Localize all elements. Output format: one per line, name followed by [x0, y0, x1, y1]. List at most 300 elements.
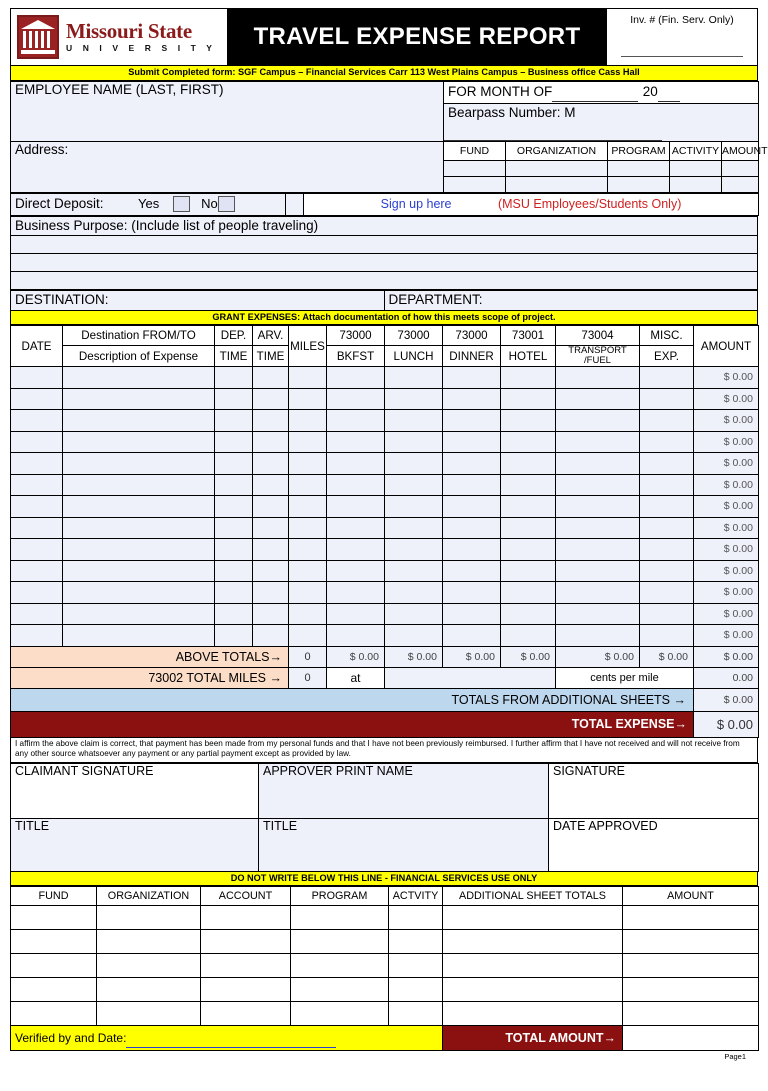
expense-cell[interactable] — [443, 431, 501, 453]
report-header — [10, 8, 758, 66]
expense-cell[interactable] — [289, 560, 327, 582]
invoice-number-input[interactable] — [621, 56, 743, 57]
fs-cell[interactable] — [11, 930, 97, 954]
expense-col-lunch: LUNCH — [385, 346, 443, 367]
expense-cell[interactable] — [11, 517, 63, 539]
expense-cell[interactable] — [501, 582, 556, 604]
expense-cell[interactable] — [215, 388, 253, 410]
verified-total-row — [11, 1026, 759, 1051]
above-totals-lunch: $ 0.00 — [385, 646, 443, 667]
expense-cell[interactable] — [556, 496, 640, 518]
expense-cell[interactable] — [385, 367, 443, 389]
expense-cell[interactable] — [640, 625, 694, 647]
verified-by-label: Verified by and Date: — [15, 1030, 127, 1045]
table-row[interactable] — [11, 539, 759, 561]
expense-cell[interactable] — [443, 603, 501, 625]
expense-cell[interactable] — [215, 453, 253, 475]
fs-cell[interactable] — [11, 906, 97, 930]
above-totals-dinner: $ 0.00 — [443, 646, 501, 667]
fs-cell[interactable] — [201, 954, 291, 978]
expense-cell[interactable] — [556, 539, 640, 561]
expense-col-arv-time: TIME — [253, 346, 289, 367]
expense-row-amount: $ 0.00 — [694, 388, 759, 410]
expense-cell[interactable] — [385, 603, 443, 625]
expense-cell[interactable] — [385, 582, 443, 604]
table-row[interactable] — [11, 453, 759, 475]
page-title: TRAVEL EXPENSE REPORT — [227, 9, 607, 65]
fs-cell[interactable] — [201, 930, 291, 954]
total-miles-value: 0 — [289, 667, 327, 688]
expense-col-transport-l1: TRANSPORT — [568, 345, 627, 356]
expense-cell[interactable] — [556, 388, 640, 410]
expense-col-date: DATE — [11, 326, 63, 367]
expense-cell[interactable] — [501, 603, 556, 625]
expense-col-description: Description of Expense — [63, 346, 215, 367]
expense-cell[interactable] — [253, 582, 289, 604]
expense-cell[interactable] — [443, 410, 501, 432]
funding-cell-activity[interactable] — [670, 160, 722, 176]
claimant-signature-cell[interactable] — [11, 763, 259, 818]
fs-cell[interactable] — [201, 906, 291, 930]
expense-cell[interactable] — [215, 582, 253, 604]
expense-cell[interactable] — [385, 560, 443, 582]
expense-row-amount: $ 0.00 — [694, 453, 759, 475]
logo-subtext: U N I V E R S I T Y — [66, 43, 217, 54]
expense-cell[interactable] — [11, 410, 63, 432]
expense-cell[interactable] — [556, 560, 640, 582]
fs-cell[interactable] — [11, 954, 97, 978]
table-row[interactable] — [11, 603, 759, 625]
business-purpose-line[interactable] — [11, 271, 758, 289]
expense-cell[interactable] — [640, 474, 694, 496]
expense-cell[interactable] — [253, 410, 289, 432]
funding-cell-amount[interactable] — [722, 176, 759, 192]
fs-cell[interactable] — [389, 954, 443, 978]
above-totals-miles: 0 — [289, 646, 327, 667]
table-row[interactable] — [11, 625, 759, 647]
expense-cell[interactable] — [253, 431, 289, 453]
expense-cell[interactable] — [63, 603, 215, 625]
funding-col-organization: ORGANIZATION — [506, 141, 608, 160]
expense-cell[interactable] — [289, 496, 327, 518]
table-row[interactable] — [11, 410, 759, 432]
destination-cell[interactable] — [11, 290, 385, 310]
address-label: Address: — [15, 141, 69, 157]
expense-cell[interactable] — [443, 496, 501, 518]
expense-cell[interactable] — [385, 625, 443, 647]
funding-cell-organization[interactable] — [506, 160, 608, 176]
expense-cell[interactable] — [253, 474, 289, 496]
expense-cell[interactable] — [640, 453, 694, 475]
expense-cell[interactable] — [11, 582, 63, 604]
above-totals-row — [11, 646, 759, 667]
department-cell[interactable] — [384, 290, 758, 310]
fs-cell[interactable] — [291, 954, 389, 978]
fs-cell[interactable] — [389, 1002, 443, 1026]
expense-cell[interactable] — [640, 388, 694, 410]
fs-cell[interactable] — [201, 978, 291, 1002]
bearpass-label: Bearpass Number: M — [448, 104, 576, 120]
cents-per-mile-label: cents per mile — [556, 667, 694, 688]
expense-cell[interactable] — [327, 582, 385, 604]
fs-cell[interactable] — [291, 906, 389, 930]
expense-cell[interactable] — [556, 474, 640, 496]
direct-deposit-spacer — [286, 193, 304, 215]
expense-cell[interactable] — [253, 453, 289, 475]
expense-cell[interactable] — [556, 410, 640, 432]
above-totals-amount: $ 0.00 — [694, 646, 759, 667]
expense-cell[interactable] — [327, 517, 385, 539]
expense-cell[interactable] — [253, 496, 289, 518]
expense-col-transport-l2: /FUEL — [584, 355, 611, 366]
verified-by-cell[interactable] — [11, 1026, 443, 1051]
table-row[interactable] — [11, 431, 759, 453]
university-logo — [11, 9, 227, 65]
expense-cell[interactable] — [640, 517, 694, 539]
expense-cell[interactable] — [289, 603, 327, 625]
expense-cell[interactable] — [63, 388, 215, 410]
expense-cell[interactable] — [215, 517, 253, 539]
expense-rows-body — [11, 367, 759, 647]
expense-cell[interactable] — [289, 453, 327, 475]
expense-cell[interactable] — [385, 453, 443, 475]
expense-cell[interactable] — [63, 367, 215, 389]
expense-row-amount: $ 0.00 — [694, 496, 759, 518]
expense-cell[interactable] — [63, 410, 215, 432]
expense-cell[interactable] — [63, 625, 215, 647]
expense-cell[interactable] — [640, 603, 694, 625]
expense-cell[interactable] — [640, 560, 694, 582]
funding-col-amount: AMOUNT — [722, 141, 759, 160]
expense-cell[interactable] — [556, 431, 640, 453]
expense-cell[interactable] — [443, 517, 501, 539]
expense-cell[interactable] — [556, 625, 640, 647]
address-cell[interactable] — [11, 141, 444, 192]
expense-cell[interactable] — [640, 582, 694, 604]
expense-cell[interactable] — [640, 410, 694, 432]
expense-cell[interactable] — [215, 367, 253, 389]
bearpass-number-cell[interactable] — [444, 103, 759, 141]
expense-cell[interactable] — [63, 474, 215, 496]
expense-cell[interactable] — [640, 539, 694, 561]
expense-cell[interactable] — [327, 431, 385, 453]
table-row[interactable] — [11, 930, 759, 954]
funding-cell-amount[interactable] — [722, 160, 759, 176]
direct-deposit-yes-checkbox[interactable] — [173, 196, 190, 212]
destination-label: DESTINATION: — [15, 292, 109, 307]
expense-col-miles: MILES — [289, 326, 327, 367]
expense-cell[interactable] — [501, 410, 556, 432]
employee-name-label: EMPLOYEE NAME (LAST, FIRST) — [15, 81, 224, 97]
expense-cell[interactable] — [215, 410, 253, 432]
expense-cell[interactable] — [501, 517, 556, 539]
expense-cell[interactable] — [253, 625, 289, 647]
expense-cell[interactable] — [327, 410, 385, 432]
expense-cell[interactable] — [443, 539, 501, 561]
fs-cell[interactable] — [201, 1002, 291, 1026]
expense-cell[interactable] — [327, 496, 385, 518]
expense-row-amount: $ 0.00 — [694, 625, 759, 647]
expense-cell[interactable] — [63, 539, 215, 561]
funding-cell-program[interactable] — [608, 176, 670, 192]
expense-cell[interactable] — [63, 431, 215, 453]
expense-cell[interactable] — [501, 625, 556, 647]
total-miles-rate-input[interactable] — [385, 667, 556, 688]
expense-cell[interactable] — [443, 367, 501, 389]
expense-cell[interactable] — [385, 431, 443, 453]
total-miles-amount: 0.00 — [694, 667, 759, 688]
fs-cell[interactable] — [623, 978, 759, 1002]
expense-cell[interactable] — [289, 517, 327, 539]
expense-cell[interactable] — [385, 410, 443, 432]
expense-cell[interactable] — [385, 539, 443, 561]
funding-col-fund: FUND — [444, 141, 506, 160]
fs-col-program: PROGRAM — [291, 887, 389, 906]
fs-cell[interactable] — [623, 930, 759, 954]
title-left-label: TITLE — [15, 818, 50, 833]
fs-cell[interactable] — [443, 978, 623, 1002]
business-purpose-label-cell — [11, 216, 758, 235]
expense-cell[interactable] — [501, 388, 556, 410]
table-row[interactable] — [11, 367, 759, 389]
table-row[interactable] — [11, 517, 759, 539]
table-row[interactable] — [11, 496, 759, 518]
expense-cell[interactable] — [556, 603, 640, 625]
expense-cell[interactable] — [501, 453, 556, 475]
expense-cell[interactable] — [443, 453, 501, 475]
expense-cell[interactable] — [215, 539, 253, 561]
expense-cell[interactable] — [556, 367, 640, 389]
expense-cell[interactable] — [289, 431, 327, 453]
expense-cell[interactable] — [327, 560, 385, 582]
table-row[interactable] — [11, 474, 759, 496]
fs-col-account: ACCOUNT — [201, 887, 291, 906]
expense-cell[interactable] — [11, 367, 63, 389]
expense-cell[interactable] — [501, 474, 556, 496]
expense-cell[interactable] — [327, 474, 385, 496]
expense-cell[interactable] — [501, 539, 556, 561]
fs-cell[interactable] — [389, 978, 443, 1002]
expense-cell[interactable] — [63, 496, 215, 518]
expense-cell[interactable] — [215, 431, 253, 453]
employee-name-cell[interactable] — [11, 81, 444, 141]
claimant-title-cell[interactable] — [11, 818, 259, 871]
for-month-cell[interactable] — [444, 81, 759, 103]
fs-cell[interactable] — [291, 930, 389, 954]
expense-cell[interactable] — [289, 582, 327, 604]
fs-cell[interactable] — [97, 978, 201, 1002]
approver-print-name-label: APPROVER PRINT NAME — [263, 763, 413, 778]
fs-cell[interactable] — [11, 1002, 97, 1026]
total-miles-row — [11, 667, 759, 688]
fs-cell[interactable] — [623, 1002, 759, 1026]
expense-cell[interactable] — [327, 367, 385, 389]
fs-cell[interactable] — [97, 954, 201, 978]
sign-up-here-link[interactable]: Sign up here — [380, 197, 452, 211]
expense-cell[interactable] — [11, 388, 63, 410]
destination-department-table — [10, 290, 758, 311]
expense-cell[interactable] — [327, 625, 385, 647]
direct-deposit-cell — [11, 193, 286, 215]
table-row[interactable] — [11, 388, 759, 410]
fs-cell[interactable] — [623, 954, 759, 978]
expense-cell[interactable] — [385, 496, 443, 518]
expense-cell[interactable] — [327, 539, 385, 561]
expense-cell[interactable] — [556, 517, 640, 539]
expense-cell[interactable] — [289, 410, 327, 432]
additional-sheets-label: TOTALS FROM ADDITIONAL SHEETS → — [11, 688, 694, 711]
funding-col-activity: ACTIVITY — [670, 141, 722, 160]
table-row[interactable] — [11, 560, 759, 582]
expense-cell[interactable] — [327, 388, 385, 410]
expense-cell[interactable] — [443, 388, 501, 410]
table-row[interactable] — [11, 582, 759, 604]
expense-cell[interactable] — [289, 367, 327, 389]
funding-cell-fund[interactable] — [444, 160, 506, 176]
total-miles-at-label: at — [327, 667, 385, 688]
expense-cell[interactable] — [443, 474, 501, 496]
fs-cell[interactable] — [443, 954, 623, 978]
expense-cell[interactable] — [253, 367, 289, 389]
approver-print-name-cell[interactable] — [259, 763, 549, 818]
expense-cell[interactable] — [253, 388, 289, 410]
expense-col-misc-exp: EXP. — [640, 346, 694, 367]
table-row[interactable] — [11, 954, 759, 978]
university-seal-icon — [17, 15, 59, 59]
signature-label: SIGNATURE — [553, 763, 625, 778]
fs-cell[interactable] — [389, 906, 443, 930]
expense-col-misc: MISC. — [640, 326, 694, 346]
funding-col-program: PROGRAM — [608, 141, 670, 160]
expense-cell[interactable] — [11, 453, 63, 475]
expense-cell[interactable] — [501, 431, 556, 453]
table-row[interactable] — [11, 1002, 759, 1026]
total-amount-value[interactable] — [623, 1026, 759, 1051]
above-totals-hotel: $ 0.00 — [501, 646, 556, 667]
expense-cell[interactable] — [556, 582, 640, 604]
total-expense-label: TOTAL EXPENSE→ — [11, 711, 694, 737]
expense-cell[interactable] — [11, 431, 63, 453]
expense-cell[interactable] — [640, 367, 694, 389]
logo-wordmark: Missouri State — [66, 19, 192, 44]
expense-cell[interactable] — [215, 560, 253, 582]
expense-cell[interactable] — [443, 582, 501, 604]
expense-cell[interactable] — [385, 474, 443, 496]
expense-cell[interactable] — [253, 603, 289, 625]
fs-col-organization: ORGANIZATION — [97, 887, 201, 906]
expense-cell[interactable] — [443, 560, 501, 582]
fs-cell[interactable] — [443, 930, 623, 954]
submit-instructions-banner: Submit Completed form: SGF Campus – Financial Services Carr 113 West Plains Campus – Business office Cass Hall — [10, 66, 758, 81]
fs-cell[interactable] — [97, 906, 201, 930]
business-purpose-line[interactable] — [11, 253, 758, 271]
expense-cell[interactable] — [215, 603, 253, 625]
expense-row-amount: $ 0.00 — [694, 539, 759, 561]
expense-cell[interactable] — [501, 367, 556, 389]
total-expense-row — [11, 711, 759, 737]
expense-cell[interactable] — [501, 560, 556, 582]
fs-cell[interactable] — [623, 906, 759, 930]
fs-cell[interactable] — [11, 978, 97, 1002]
expense-cell[interactable] — [289, 474, 327, 496]
expense-col-bkfst: BKFST — [327, 346, 385, 367]
direct-deposit-no-checkbox[interactable] — [218, 196, 235, 212]
fs-cell[interactable] — [389, 930, 443, 954]
expense-cell[interactable] — [289, 539, 327, 561]
expense-cell[interactable] — [556, 453, 640, 475]
expense-cell[interactable] — [253, 517, 289, 539]
expense-cell[interactable] — [11, 496, 63, 518]
approver-signature-cell[interactable] — [549, 763, 759, 818]
expense-row-amount: $ 0.00 — [694, 517, 759, 539]
fs-cell[interactable] — [291, 978, 389, 1002]
expense-cell[interactable] — [253, 560, 289, 582]
expense-cell[interactable] — [501, 496, 556, 518]
fs-col-actvity: ACTVITY — [389, 887, 443, 906]
total-miles-label: 73002 TOTAL MILES → — [11, 667, 289, 688]
expense-col-destination: Destination FROM/TO — [63, 326, 215, 346]
expense-cell[interactable] — [289, 388, 327, 410]
expense-code-transport: 73004 — [556, 326, 640, 346]
expense-cell[interactable] — [640, 431, 694, 453]
expense-cell[interactable] — [215, 496, 253, 518]
employee-funding-table — [10, 81, 768, 193]
funding-cell-fund[interactable] — [444, 176, 506, 192]
expense-cell[interactable] — [63, 453, 215, 475]
funding-cell-organization[interactable] — [506, 176, 608, 192]
fs-cell[interactable] — [97, 930, 201, 954]
expense-cell[interactable] — [253, 539, 289, 561]
expense-cell[interactable] — [215, 625, 253, 647]
date-approved-cell[interactable] — [549, 818, 759, 871]
funding-cell-activity[interactable] — [670, 176, 722, 192]
fs-cell[interactable] — [443, 1002, 623, 1026]
above-totals-misc: $ 0.00 — [640, 646, 694, 667]
funding-cell-program[interactable] — [608, 160, 670, 176]
total-expense-amount: $ 0.00 — [694, 711, 759, 737]
expense-cell[interactable] — [385, 517, 443, 539]
table-row[interactable] — [11, 906, 759, 930]
expense-cell[interactable] — [215, 474, 253, 496]
expense-cell[interactable] — [11, 474, 63, 496]
expense-cell[interactable] — [640, 496, 694, 518]
table-row[interactable] — [11, 978, 759, 1002]
msu-only-note: (MSU Employees/Students Only) — [497, 197, 682, 211]
business-purpose-label: Business Purpose: (Include list of people traveling) — [15, 217, 319, 233]
expense-cell[interactable] — [327, 603, 385, 625]
fs-cell[interactable] — [291, 1002, 389, 1026]
expense-cell[interactable] — [63, 517, 215, 539]
fs-cell[interactable] — [97, 1002, 201, 1026]
approver-title-cell[interactable] — [259, 818, 549, 871]
total-amount-label: TOTAL AMOUNT→ — [443, 1026, 623, 1051]
fs-cell[interactable] — [443, 906, 623, 930]
expense-row-amount: $ 0.00 — [694, 582, 759, 604]
expense-cell[interactable] — [11, 625, 63, 647]
expense-cell[interactable] — [63, 582, 215, 604]
expense-cell[interactable] — [385, 388, 443, 410]
financial-services-table — [10, 886, 759, 1051]
expense-cell[interactable] — [443, 625, 501, 647]
expense-cell[interactable] — [289, 625, 327, 647]
expense-cell[interactable] — [327, 453, 385, 475]
expense-cell[interactable] — [11, 603, 63, 625]
expense-cell[interactable] — [63, 560, 215, 582]
expense-cell[interactable] — [11, 539, 63, 561]
business-purpose-line[interactable] — [11, 235, 758, 253]
expense-cell[interactable] — [11, 560, 63, 582]
expense-code-dinner: 73000 — [443, 326, 501, 346]
